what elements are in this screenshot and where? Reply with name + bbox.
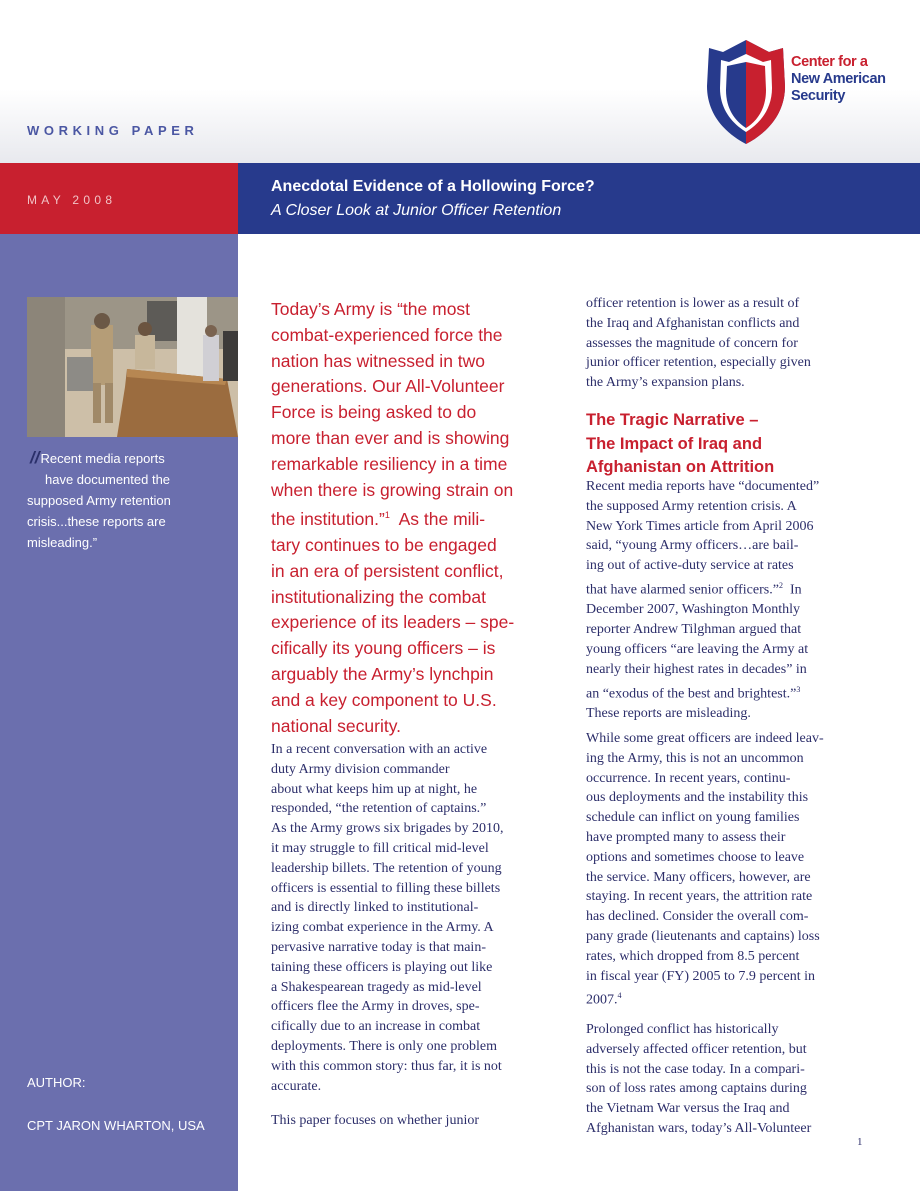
soldiers-photo: [27, 297, 238, 437]
body-paragraph: This paper focuses on whether junior: [271, 1113, 479, 1128]
body-paragraph: While some great officers are indeed leav- ing the Army, this is not an uncommon occurrence. In recent years, continu- ous deployments and the instability this schedule can inflict on young families have prompted many to assess their options and sometimes choose to leave the service. Many officers, however, are staying. In recent years, the attrition rate has declined. Consider the overall com- pany grade (lieutenants and captains) loss rates, which dropped from 8.5 percent in fiscal year (FY) 2005 to 7.9 percent in 2007.$^4$: [586, 731, 824, 1009]
section-heading: The Tragic Narrative – The Impact of Iraq and Afghanistan on Attrition: [586, 411, 775, 476]
date-block: [0, 163, 238, 234]
body-paragraph: officer retention is lower as a result of the Iraq and Afghanistan conflicts and assesses the magnitude of concern for junior officer retention, especially given the Army’s expansion plans.: [586, 296, 811, 391]
footnote-ref[interactable]: 3: [796, 684, 801, 694]
shield-icon: [705, 38, 787, 148]
lead-paragraph: Today’s Army is “the most combat-experienced force the nation has witnessed in two generations. Our All-Volunteer Force is being asked to do more than ever and is showing remarkable resiliency in a time when there is growing strain on the institution.”$^1$ As the mili- tary continues to be engaged in an era of persistent conflict, institutionalizing the combat experience of its leaders – spe- cifically its young officers – is arguably the Army’s lynchpin and a key component to U.S. national security.: [271, 299, 515, 736]
author-label: AUTHOR:: [27, 1075, 86, 1090]
body-paragraph: Prolonged conflict has historically adversely affected officer retention, but this is not the case today. In a compari- son of loss rates among captains during the Vietnam War versus the Iraq and Afghanistan wars, today’s All-Volunteer: [586, 1022, 812, 1136]
footnote-ref[interactable]: 2: [778, 580, 783, 590]
quote-mark-icon: //: [30, 448, 40, 467]
footnote-ref[interactable]: 4: [617, 991, 622, 1001]
cnas-logo: [705, 38, 905, 148]
paper-title: Anecdotal Evidence of a Hollowing Force?: [271, 178, 595, 195]
body-paragraph: In a recent conversation with an active duty Army division commander about what keeps him up at night, he responded, “the retention of captains.” As the Army grows six brigades by 2010, it may struggle to fill critical mid-level leadership billets. The retention of young officers is essential to filling these billets and is directly linked to institutional- izing combat experience in the Army. A pervasive narrative today is that main- taining these officers is playing out like a Shakespearean tragedy as mid-level officers flee the Army in droves, spe- cifically due to an increase in combat deployments. There is only one problem with this common story: thus far, it is not accurate.: [271, 742, 504, 1094]
logo-wordmark: Center for a New American Security: [791, 54, 886, 104]
footnote-ref[interactable]: 1: [384, 510, 390, 521]
body-paragraph: Recent media reports have “documented” the supposed Army retention crisis. A New York Times article from April 2006 said, “young Army officers…are bail- ing out of active-duty service at rates that have alarmed senior officers.”$^2$ In December 2007, Washington Monthly reporter Andrew Tilghman argued that young officers “are leaving the Army at nearly their highest rates in decades” in an “exodus of the best and brightest.”$^3$ These reports are misleading.: [586, 479, 820, 722]
title-bar: [238, 163, 920, 234]
document-type-label: WORKING PAPER: [27, 123, 199, 138]
publication-date: MAY 2008: [27, 193, 117, 207]
page-number: 1: [857, 1136, 863, 1148]
paper-subtitle: A Closer Look at Junior Officer Retention: [271, 202, 562, 219]
pull-quote: //Recent media reports have documented the supposed Army retention crisis...these reports are misleading.”: [27, 448, 171, 550]
author-name: CPT JARON WHARTON, USA: [27, 1118, 205, 1133]
